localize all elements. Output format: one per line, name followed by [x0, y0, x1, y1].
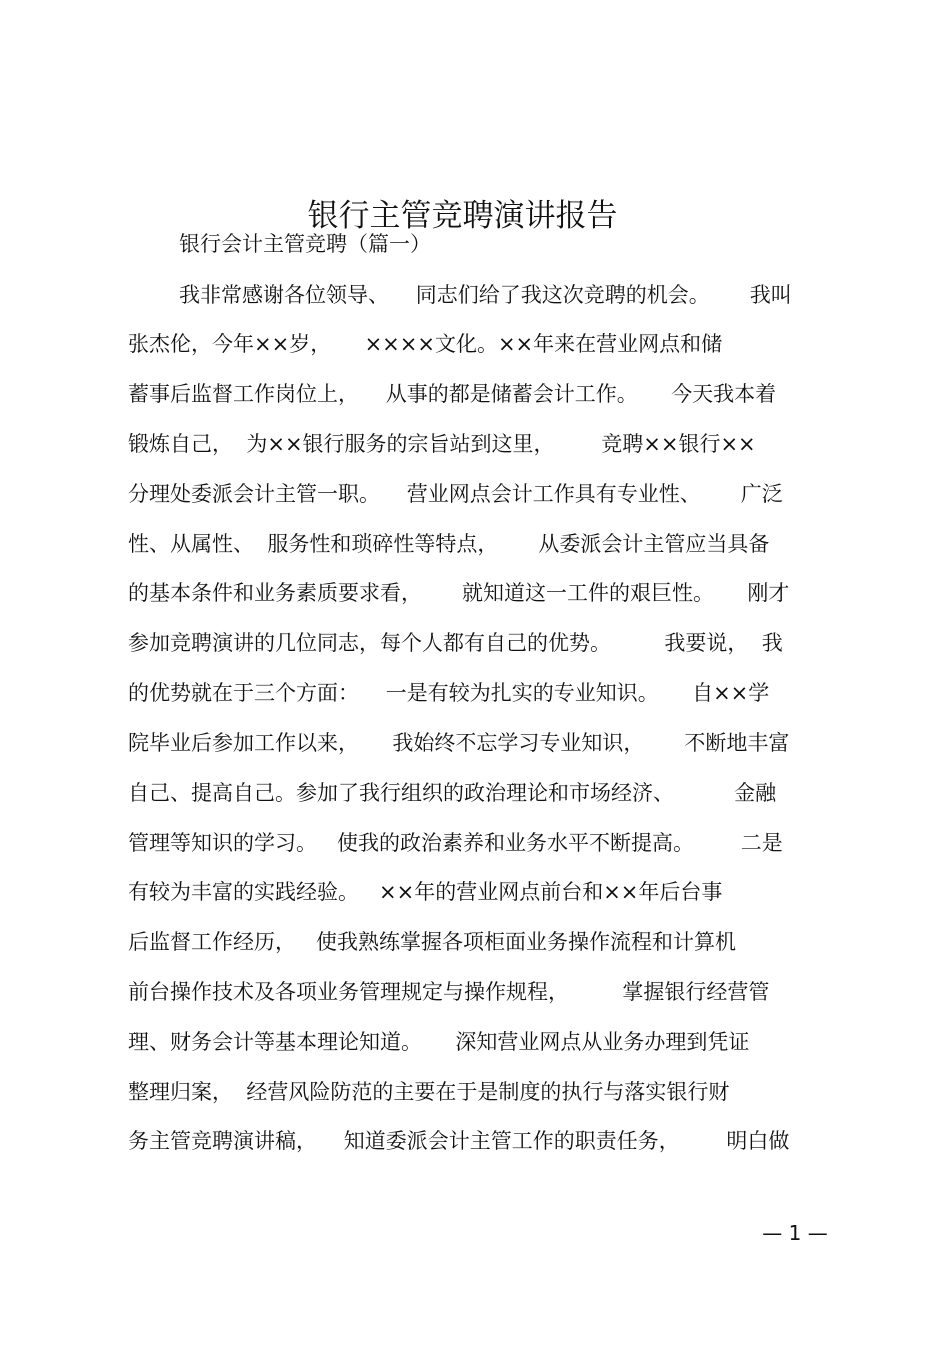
body-line: 性、从属性、 服务性和琐碎性等特点， 从委派会计主管应当具备 — [128, 532, 770, 556]
body-line: 管理等知识的学习。 使我的政治素养和业务水平不断提高。 二是 — [128, 831, 783, 855]
body-line: 务主管竞聘演讲稿， 知道委派会计主管工作的职责任务， 明白做 — [128, 1129, 790, 1153]
body-line: 蓄事后监督工作岗位上， 从事的都是储蓄会计工作。 今天我本着 — [128, 382, 777, 406]
body-line: 理、财务会计等基本理论知道。 深知营业网点从业务办理到凭证 — [128, 1030, 750, 1054]
body-line: 前台操作技术及各项业务管理规定与操作规程， 掌握银行经营管 — [128, 980, 770, 1004]
body-line: 自己、提高自己。参加了我行组织的政治理论和市场经济、 金融 — [128, 781, 777, 805]
body-line: 锻炼自己， 为××银行服务的宗旨站到这里， 竞聘××银行×× — [128, 432, 756, 456]
document-subtitle: 银行会计主管竞聘（篇一） — [179, 232, 431, 256]
body-line: 我非常感谢各位领导、 同志们给了我这次竞聘的机会。 我叫 — [179, 283, 792, 307]
body-line: 的基本条件和业务素质要求看， 就知道这一工件的艰巨性。 刚才 — [128, 581, 790, 605]
document-title: 银行主管竞聘演讲报告 — [307, 197, 618, 234]
body-line: 的优势就在于三个方面： 一是有较为扎实的专业知识。 自××学 — [128, 681, 770, 705]
body-line: 整理归案， 经营风险防范的主要在于是制度的执行与落实银行财 — [128, 1080, 730, 1104]
body-line: 有较为丰富的实践经验。 ××年的营业网点前台和××年后台事 — [128, 880, 723, 904]
body-line: 院毕业后参加工作以来， 我始终不忘学习专业知识， 不断地丰富 — [128, 731, 790, 755]
body-line: 后监督工作经历， 使我熟练掌握各项柜面业务操作流程和计算机 — [128, 930, 737, 954]
body-line: 分理处委派会计主管一职。 营业网点会计工作具有专业性、 广泛 — [128, 482, 783, 506]
page-number: — 1 — — [762, 1221, 828, 1245]
body-line: 参加竞聘演讲的几位同志，每个人都有自己的优势。 我要说， 我 — [128, 631, 783, 655]
body-line: 张杰伦，今年××岁， ××××文化。××年来在营业网点和储 — [128, 332, 723, 356]
